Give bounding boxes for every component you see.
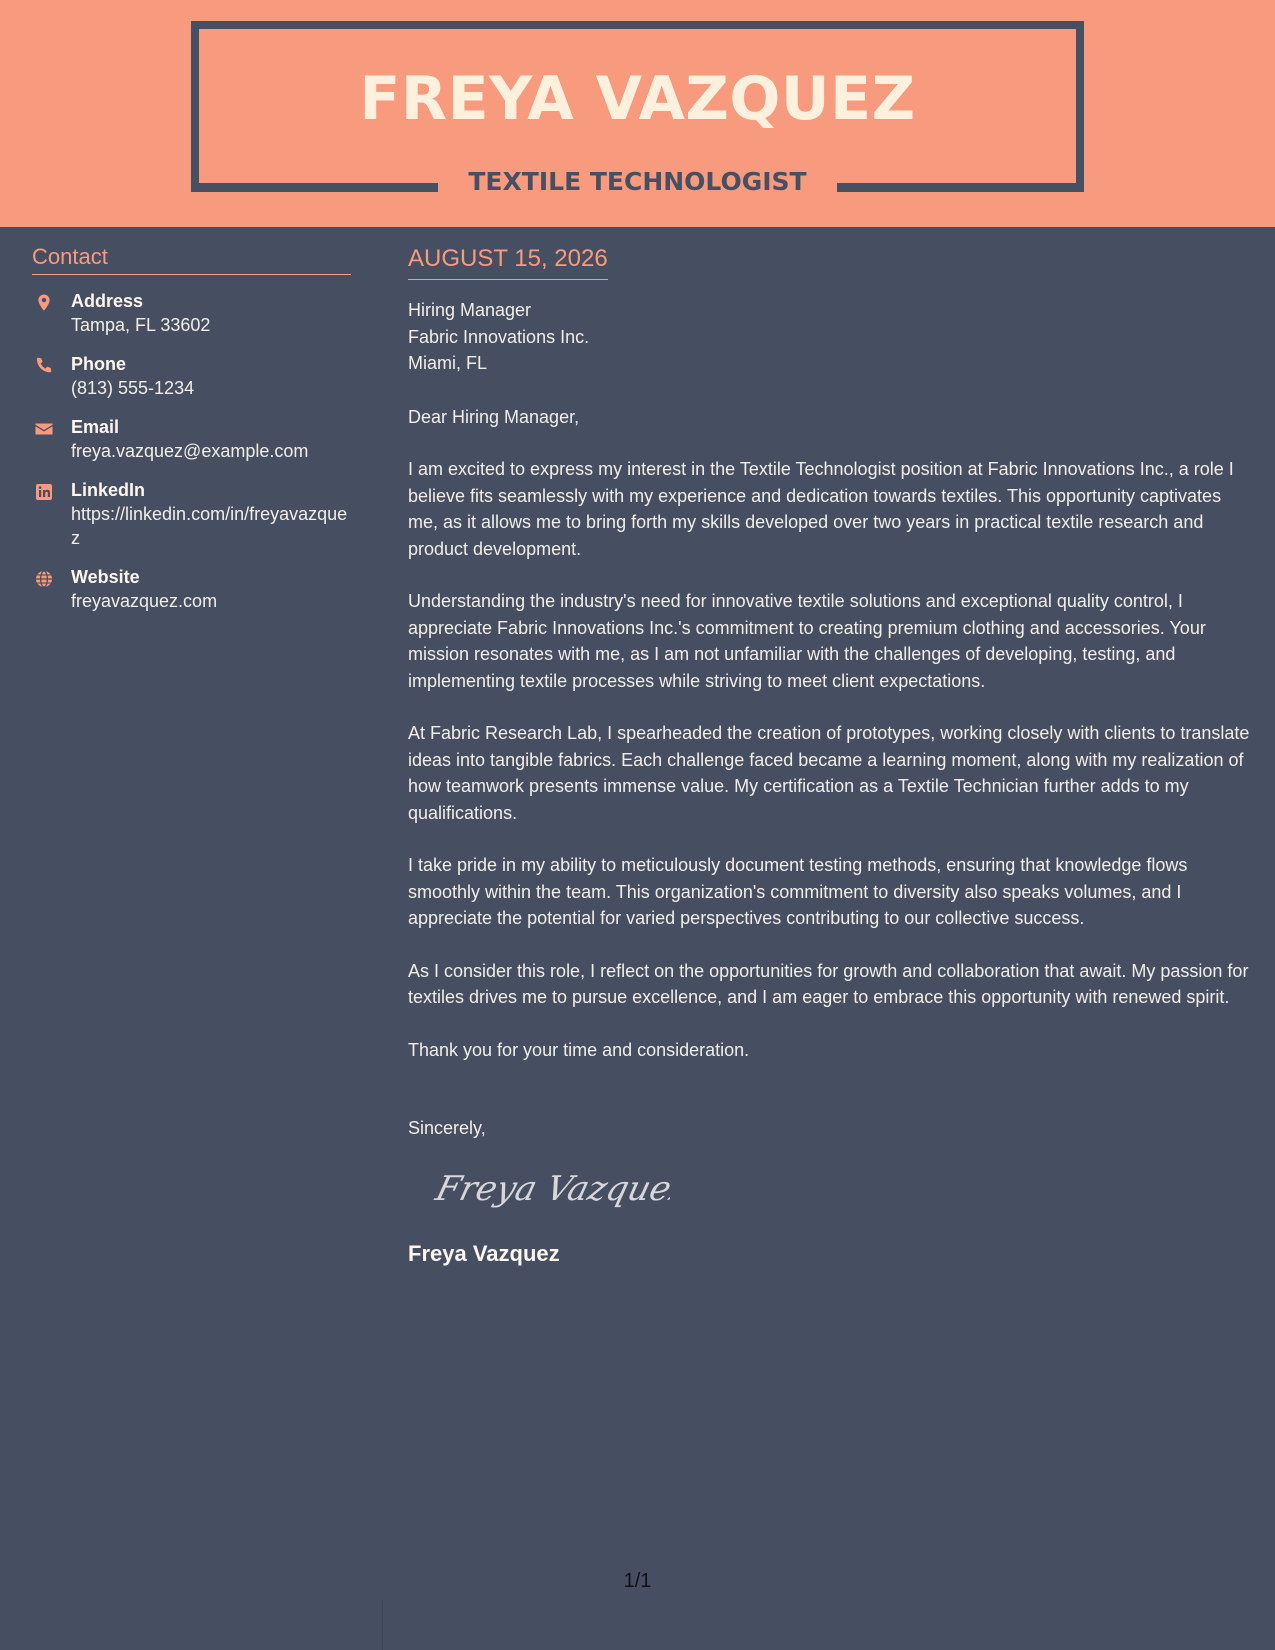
closing: Sincerely,	[408, 1118, 486, 1138]
letter-body	[408, 243, 1253, 1269]
contact-heading: Contact	[32, 243, 351, 275]
contact-list	[32, 289, 351, 613]
contact-label: Address	[71, 291, 144, 311]
phone-value: (813) 555-1234	[71, 378, 195, 398]
paragraph: As I consider this role, I reflect on the opportunities for growth and collaboration that await. My passion for textiles drives me to pursue excellence, and I am eager to embrace this opportunity with renewed spirit.	[408, 960, 1249, 1007]
contact-linkedin	[32, 478, 351, 550]
contact-label: LinkedIn	[71, 480, 146, 500]
job-title: TEXTILE TECHNOLOGIST	[468, 167, 807, 196]
paragraph: At Fabric Research Lab, I spearheaded the creation of prototypes, working closely with clients to translate ideas into tangible fabrics. Each challenge faced became a learning moment, along with my realization of how teamwork presents immense value. My certification as a Textile Technician further adds to my qualifications.	[408, 723, 1250, 823]
recipient-line: Fabric Innovations Inc.	[408, 326, 590, 347]
phone-icon	[34, 356, 54, 376]
paragraph: I take pride in my ability to meticulously document testing methods, ensuring that knowledge flows smoothly within the team. This organization's commitment to diversity also speaks volumes, and I appreciate the potential for varied perspectives contributing to our collective success.	[408, 855, 1188, 928]
signer-name: Freya Vazquez	[408, 1240, 560, 1266]
envelope-icon	[34, 419, 54, 439]
contact-email	[32, 415, 351, 463]
linkedin-icon	[34, 482, 54, 502]
contact-address	[32, 289, 351, 337]
header-banner	[0, 0, 1275, 227]
contact-label: Phone	[71, 354, 127, 374]
contact-label: Email	[71, 417, 120, 437]
recipient-block	[408, 297, 1253, 377]
column-divider	[382, 1600, 383, 1650]
linkedin-value[interactable]: https://linkedin.com/in/freyavazquez	[71, 504, 348, 548]
address-value: Tampa, FL 33602	[71, 315, 211, 335]
map-pin-icon	[34, 293, 54, 313]
contact-phone	[32, 352, 351, 400]
signature-image	[430, 1160, 670, 1220]
globe-icon	[34, 569, 54, 589]
recipient-line: Hiring Manager	[408, 300, 532, 320]
contact-label: Website	[71, 567, 140, 587]
email-value[interactable]: freya.vazquez@example.com	[71, 441, 309, 461]
candidate-name: FREYA VAZQUEZ	[359, 64, 916, 134]
paragraph: Understanding the industry's need for innovative textile solutions and exceptional quality control, I appreciate Fabric Innovations Inc.'s commitment to creating premium clothing and accessories. Your mission resonates with me, as I am not unfamiliar with the challenges of developing, testing, and implementing textile processes while striving to meet client expectations.	[408, 591, 1206, 691]
website-value[interactable]: freyavazquez.com	[71, 591, 218, 611]
recipient-line: Miami, FL	[408, 353, 488, 373]
contact-sidebar	[32, 243, 351, 628]
letter-date: AUGUST 15, 2026	[408, 243, 608, 280]
signature-text: Freya Vazquez	[431, 1168, 670, 1209]
contact-website	[32, 565, 351, 613]
paragraph: I am excited to express my interest in the Textile Technologist position at Fabric Innovations Inc., a role I believe fits seamlessly with my experience and dedication towards textiles. This opportunity captivates me, as it allows me to bring forth my skills developed over two years in practical textile research and product development.	[408, 459, 1234, 559]
page-indicator: 1/1	[623, 1570, 652, 1592]
salutation: Dear Hiring Manager,	[408, 406, 580, 427]
paragraph: Thank you for your time and consideration.	[408, 1039, 750, 1060]
